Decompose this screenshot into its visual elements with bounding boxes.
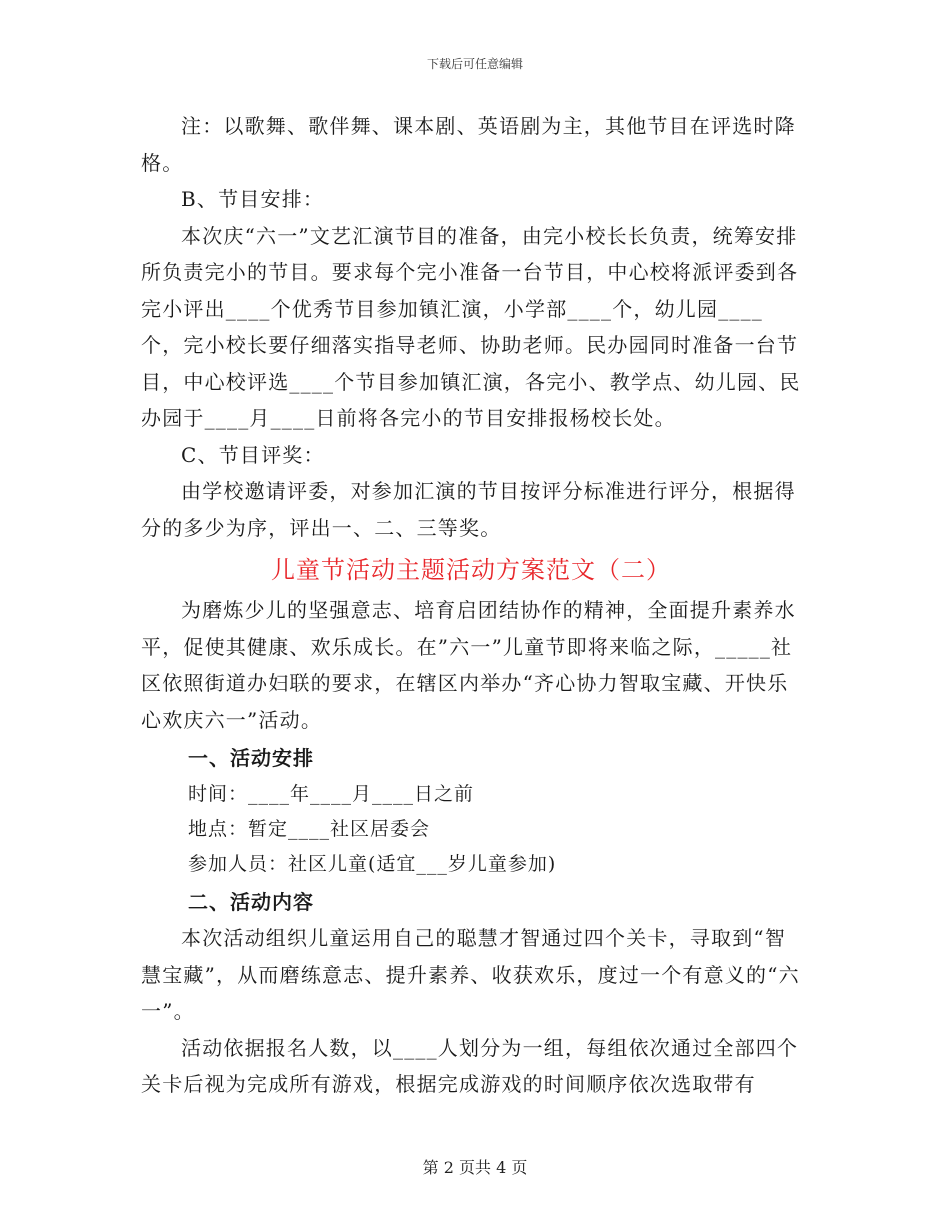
section-1-heading: 一、活动安排 bbox=[188, 746, 314, 770]
section-2-paragraph-2: 活动依据报名人数，以____人划分为一组，每组依次通过全部四个关卡后视为完成所有游戏，根据完成游戏的时间顺序依次选取带有 bbox=[141, 1035, 799, 1096]
section-c-title: C、节目评奖： bbox=[181, 442, 325, 467]
intro-paragraph: 为磨炼少儿的坚强意志、培育启团结协作的精神，全面提升素养水平，促使其健康、欢乐成长。在”六一”儿童节即将来临之际，_____社区依照街道办妇联的要求，在辖区内举办“齐心协力智取宝藏、开快乐心欢庆六一”活动。 bbox=[141, 598, 796, 732]
section-b-body: 本次庆“六一”文艺汇演节目的准备，由完小校长长负责，统筹安排所负责完小的节目。要求每个完小准备一台节目，中心校将派评委到各完小评出____个优秀节目参加镇汇演，小学部____个，幼儿园____个，完小校长要仔细落实指导老师、协助老师。民办园同时准备一台节目，中心校评选____个节目参加镇汇演，各完小、教学点、幼儿园、民办园于____月____日前将各完小的节目安排报杨校长处。 bbox=[141, 223, 801, 430]
section-b-title: B、节目安排： bbox=[181, 187, 325, 211]
activity-time: 时间：____年____月____日之前 bbox=[188, 782, 475, 805]
page-header: 下载后可任意编辑 bbox=[426, 57, 523, 71]
activity-place: 地点：暂定____社区居委会 bbox=[188, 817, 431, 840]
section-2-paragraph-1: 本次活动组织儿童运用自己的聪慧才智通过四个关卡，寻取到“智慧宝藏”，从而磨练意志、提升素养、收获欢乐，度过一个有意义的“六一”。 bbox=[141, 926, 800, 1023]
section-2-heading: 二、活动内容 bbox=[188, 889, 314, 914]
document-body bbox=[141, 108, 801, 1103]
section-c-body: 由学校邀请评委，对参加汇演的节目按评分标准进行评分，根据得分的多少为序，评出一、二、三等奖。 bbox=[141, 479, 796, 540]
note-paragraph: 注：以歌舞、歌伴舞、课本剧、英语剧为主，其他节目在评选时降格。 bbox=[141, 114, 796, 175]
page-footer: 第 2 页共 4 页 bbox=[422, 1158, 528, 1177]
activity-participants: 参加人员：社区儿童(适宜___岁儿童参加) bbox=[188, 852, 557, 875]
document-title: 儿童节活动主题活动方案范文（二） bbox=[271, 556, 671, 584]
